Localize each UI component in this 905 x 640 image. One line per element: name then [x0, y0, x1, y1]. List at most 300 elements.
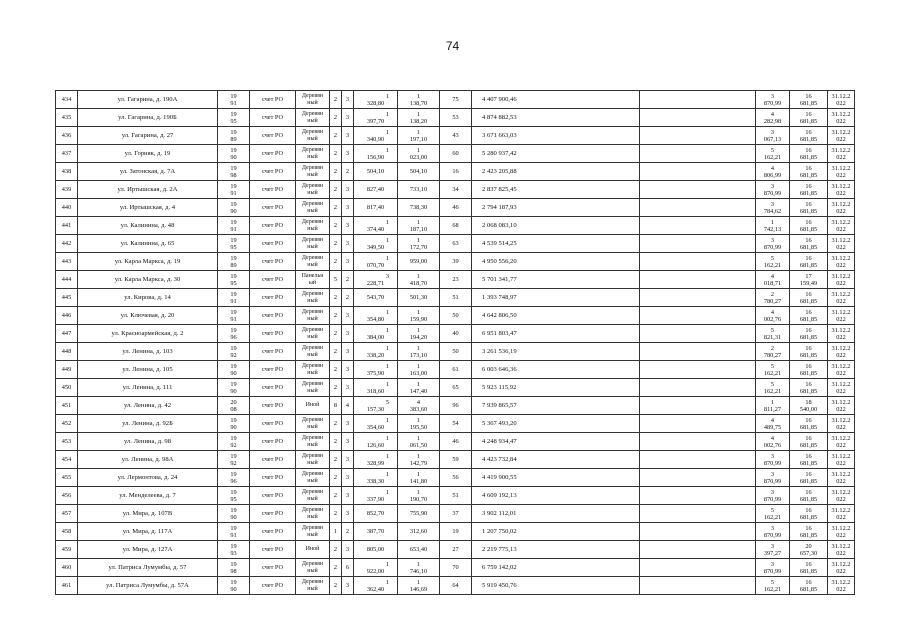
dt-top: 31.12.2 [831, 488, 851, 496]
ty-top: Деревян [301, 381, 324, 387]
ty-bottom: ный [307, 369, 318, 376]
lim-cell [790, 145, 828, 163]
a2-bottom: 190,70 [409, 495, 428, 503]
uc-cell [756, 253, 790, 271]
uc-bottom: 018,71 [763, 279, 782, 287]
dt-top: 31.12.2 [831, 308, 851, 316]
lim-cell [790, 325, 828, 343]
entrances-cell: 3 [342, 181, 354, 199]
y-cell [218, 487, 250, 505]
uc-cell [756, 145, 790, 163]
empty-cell [640, 325, 756, 343]
dt-cell [828, 163, 855, 181]
lim-top: 16 [805, 416, 812, 424]
a1-bottom: 397,70 [366, 117, 385, 125]
a1-cell [354, 559, 398, 577]
a2-cell [398, 541, 440, 559]
dt-bottom: 022 [836, 387, 846, 395]
cost-cell: 2 068 083,10 [472, 217, 640, 235]
y-bottom: 90 [230, 423, 237, 431]
uc-bottom: 821,31 [763, 333, 782, 341]
uc-cell [756, 469, 790, 487]
dt-bottom: 022 [836, 243, 846, 251]
ty-cell [296, 415, 330, 433]
table-row [56, 325, 855, 343]
fund-method-cell: счет РО [250, 289, 296, 307]
ty-cell [296, 289, 330, 307]
ty-top: Деревян [301, 471, 324, 477]
empty-cell [640, 487, 756, 505]
ty-top: Деревян [301, 291, 324, 297]
ty-bottom: ный [307, 135, 318, 142]
ty-bottom: ный [307, 207, 318, 214]
empty-cell [640, 307, 756, 325]
uc-bottom: 870,99 [763, 189, 782, 197]
uc-top: 5 [770, 380, 775, 388]
dt-top: 31.12.2 [831, 92, 851, 100]
dt-cell [828, 397, 855, 415]
address-cell: ул. Лермонтова, д. 24 [78, 469, 218, 487]
floors-cell: 8 [330, 397, 342, 415]
lim-bottom: 657,30 [799, 549, 818, 557]
residents-cell: 56 [440, 469, 472, 487]
a1-top: 1 [385, 416, 390, 424]
ty-bottom: ный [307, 171, 318, 178]
ty-top: Панельн [301, 273, 324, 279]
ty-cell [296, 163, 330, 181]
dt-cell [828, 343, 855, 361]
table-row [56, 523, 855, 541]
lim-top: 16 [805, 344, 812, 352]
floors-cell: 2 [330, 361, 342, 379]
y-bottom: 95 [230, 243, 237, 251]
fund-method-cell: счет РО [250, 91, 296, 109]
lim-top: 16 [805, 326, 812, 334]
cost-cell: 4 419 900,55 [472, 469, 640, 487]
a2-cell [398, 253, 440, 271]
ty-top: Деревян [301, 525, 324, 531]
cost-cell: 1 393 748,97 [472, 289, 640, 307]
y-top: 19 [230, 218, 237, 226]
a2-bottom: 163,00 [409, 369, 428, 377]
y-top: 19 [230, 128, 237, 136]
address-cell: ул. Ключевая, д. 20 [78, 307, 218, 325]
cost-cell: 5 367 493,20 [472, 415, 640, 433]
dt-bottom: 022 [836, 549, 846, 557]
table-row [56, 109, 855, 127]
ty-cell [296, 127, 330, 145]
residents-cell: 46 [440, 433, 472, 451]
y-cell [218, 199, 250, 217]
ty-bottom: ный [307, 495, 318, 502]
row-number: 450 [56, 379, 78, 397]
a1-top: 1 [385, 308, 390, 316]
ty-top: Деревян [301, 363, 324, 369]
table-row [56, 127, 855, 145]
ty-bottom: ный [307, 225, 318, 232]
y-bottom: 96 [230, 333, 237, 341]
residents-cell: 96 [440, 397, 472, 415]
uc-top: 3 [770, 92, 775, 100]
dt-bottom: 022 [836, 531, 846, 539]
uc-cell [756, 343, 790, 361]
a1-top: 1 [385, 92, 390, 100]
a2-cell [398, 127, 440, 145]
entrances-cell: 3 [342, 343, 354, 361]
a2-top: 1 [416, 236, 421, 244]
y-top: 19 [230, 92, 237, 100]
dt-bottom: 022 [836, 423, 846, 431]
fund-method-cell: счет РО [250, 487, 296, 505]
a2-cell [398, 325, 440, 343]
lim-bottom: 681,85 [799, 243, 818, 251]
ty-top: Деревян [301, 255, 324, 261]
uc-bottom: 870,99 [763, 477, 782, 485]
a2-top: 1 [416, 560, 421, 568]
address-cell: ул. Гагарина, д. 27 [78, 127, 218, 145]
uc-top: 3 [770, 488, 775, 496]
floors-cell: 2 [330, 217, 342, 235]
a1-cell [354, 451, 398, 469]
dt-bottom: 022 [836, 477, 846, 485]
fund-method-cell: счет РО [250, 523, 296, 541]
uc-top: 5 [770, 254, 775, 262]
uc-bottom: 282,98 [763, 117, 782, 125]
uc-cell [756, 577, 790, 595]
address-cell: ул. Гагарина, д. 190Б [78, 109, 218, 127]
address-cell: ул. Иртышская, д. 4 [78, 199, 218, 217]
a1-top: 1 [385, 254, 390, 262]
lim-top: 16 [805, 362, 812, 370]
lim-bottom: 681,85 [799, 333, 818, 341]
a2-bottom: 733,10 [409, 186, 428, 193]
address-cell: ул. Ленина, д. 98А [78, 451, 218, 469]
uc-top: 3 [770, 560, 775, 568]
ty-bottom: ный [307, 261, 318, 268]
a1-bottom: 126,60 [366, 441, 385, 449]
entrances-cell: 3 [342, 253, 354, 271]
a2-cell [398, 415, 440, 433]
y-bottom: 91 [230, 99, 237, 107]
ty-cell [296, 487, 330, 505]
ty-cell [296, 379, 330, 397]
ty-bottom: ный [307, 387, 318, 394]
uc-cell [756, 325, 790, 343]
a1-top: 1 [385, 380, 390, 388]
dt-bottom: 022 [836, 189, 846, 197]
a1-bottom: 318,60 [366, 387, 385, 395]
uc-top: 2 [770, 344, 775, 352]
entrances-cell: 3 [342, 361, 354, 379]
ty-cell [296, 451, 330, 469]
table-body [56, 91, 855, 595]
a1-top: 1 [385, 470, 390, 478]
dt-top: 31.12.2 [831, 470, 851, 478]
uc-top: 5 [770, 146, 775, 154]
row-number: 461 [56, 577, 78, 595]
lim-cell [790, 235, 828, 253]
empty-cell [640, 199, 756, 217]
lim-cell [790, 469, 828, 487]
lim-bottom: 540,00 [799, 405, 818, 413]
lim-bottom: 681,85 [799, 441, 818, 449]
a1-top: 1 [385, 452, 390, 460]
uc-top: 5 [770, 578, 775, 586]
a1-bottom: 156,90 [366, 153, 385, 161]
y-bottom: 89 [230, 135, 237, 143]
a1-bottom: 387,70 [366, 528, 385, 535]
a2-bottom: 653,40 [409, 546, 428, 553]
a1-cell [354, 343, 398, 361]
floors-cell: 2 [330, 415, 342, 433]
lim-cell [790, 163, 828, 181]
dt-bottom: 022 [836, 297, 846, 305]
empty-cell [640, 289, 756, 307]
address-cell: ул. Ленина, д. 103 [78, 343, 218, 361]
table-row [56, 379, 855, 397]
y-cell [218, 109, 250, 127]
ty-cell [296, 91, 330, 109]
lim-bottom: 681,85 [799, 117, 818, 125]
dt-top: 31.12.2 [831, 290, 851, 298]
cost-cell: 2 837 825,45 [472, 181, 640, 199]
empty-cell [640, 577, 756, 595]
a1-cell [354, 469, 398, 487]
residents-cell: 50 [440, 307, 472, 325]
a1-cell [354, 127, 398, 145]
dt-bottom: 022 [836, 207, 846, 215]
uc-top: 4 [770, 308, 775, 316]
a1-bottom: 328,80 [366, 99, 385, 107]
ty-cell [296, 235, 330, 253]
y-bottom: 93 [230, 549, 237, 557]
row-number: 452 [56, 415, 78, 433]
y-bottom: 95 [230, 117, 237, 125]
lim-bottom: 681,85 [799, 225, 818, 233]
row-number: 458 [56, 523, 78, 541]
lim-cell [790, 271, 828, 289]
y-bottom: 91 [230, 531, 237, 539]
ty-top: Деревян [301, 435, 324, 441]
y-cell [218, 181, 250, 199]
y-cell [218, 91, 250, 109]
ty-bottom: ый [308, 279, 317, 286]
floors-cell: 2 [330, 235, 342, 253]
a2-bottom: 172,70 [409, 243, 428, 251]
a2-cell [398, 397, 440, 415]
table-row [56, 343, 855, 361]
floors-cell: 2 [330, 199, 342, 217]
ty-bottom: ный [307, 315, 318, 322]
address-cell: ул. Карла Маркса, д. 19 [78, 253, 218, 271]
a1-bottom: 805,00 [366, 546, 385, 553]
uc-cell [756, 487, 790, 505]
uc-top: 3 [770, 182, 775, 190]
uc-cell [756, 559, 790, 577]
uc-top: 4 [770, 416, 775, 424]
lim-cell [790, 559, 828, 577]
residents-cell: 70 [440, 559, 472, 577]
uc-top: 5 [770, 362, 775, 370]
uc-bottom: 002,76 [763, 315, 782, 323]
dt-cell [828, 541, 855, 559]
floors-cell: 5 [330, 271, 342, 289]
fund-method-cell: счет РО [250, 433, 296, 451]
uc-cell [756, 379, 790, 397]
dt-cell [828, 307, 855, 325]
entrances-cell: 2 [342, 523, 354, 541]
table-row [56, 577, 855, 595]
dt-cell [828, 523, 855, 541]
ty-cell [296, 469, 330, 487]
cost-cell: 3 261 536,19 [472, 343, 640, 361]
entrances-cell: 3 [342, 451, 354, 469]
y-bottom: 91 [230, 189, 237, 197]
empty-cell [640, 109, 756, 127]
a1-cell [354, 289, 398, 307]
a1-cell [354, 415, 398, 433]
a2-top: 1 [416, 362, 421, 370]
lim-top: 16 [805, 254, 812, 262]
lim-cell [790, 289, 828, 307]
lim-cell [790, 361, 828, 379]
uc-top: 3 [770, 236, 775, 244]
lim-top: 16 [805, 560, 812, 568]
dt-bottom: 022 [836, 99, 846, 107]
residents-cell: 64 [440, 577, 472, 595]
dt-cell [828, 235, 855, 253]
floors-cell: 2 [330, 163, 342, 181]
lim-top: 16 [805, 164, 812, 172]
a2-cell [398, 181, 440, 199]
cost-cell: 5 919 450,76 [472, 577, 640, 595]
y-bottom: 95 [230, 279, 237, 287]
a2-bottom: 746,10 [409, 567, 428, 575]
a1-cell [354, 397, 398, 415]
dt-top: 31.12.2 [831, 398, 851, 406]
fund-method-cell: счет РО [250, 109, 296, 127]
y-cell [218, 271, 250, 289]
y-bottom: 90 [230, 513, 237, 521]
residents-cell: 16 [440, 163, 472, 181]
uc-top: 3 [770, 470, 775, 478]
table-row [56, 361, 855, 379]
y-bottom: 90 [230, 585, 237, 593]
entrances-cell: 3 [342, 505, 354, 523]
dt-cell [828, 109, 855, 127]
lim-top: 16 [805, 452, 812, 460]
a2-cell [398, 523, 440, 541]
dt-cell [828, 91, 855, 109]
ty-cell [296, 559, 330, 577]
floors-cell: 2 [330, 433, 342, 451]
floors-cell: 2 [330, 325, 342, 343]
empty-cell [640, 361, 756, 379]
ty-bottom: ный [307, 585, 318, 592]
uc-cell [756, 109, 790, 127]
lim-cell [790, 451, 828, 469]
a2-bottom: 187,10 [409, 225, 428, 233]
uc-bottom: 870,99 [763, 459, 782, 467]
y-cell [218, 523, 250, 541]
floors-cell: 2 [330, 289, 342, 307]
a2-cell [398, 163, 440, 181]
a2-cell [398, 577, 440, 595]
a2-bottom: 501,30 [409, 294, 428, 301]
a1-cell [354, 433, 398, 451]
y-cell [218, 451, 250, 469]
dt-cell [828, 253, 855, 271]
uc-top: 4 [770, 434, 775, 442]
a2-bottom: 959,00 [409, 258, 428, 265]
a1-top: 1 [385, 236, 390, 244]
empty-cell [640, 505, 756, 523]
y-top: 19 [230, 452, 237, 460]
lim-top: 16 [805, 470, 812, 478]
dt-top: 31.12.2 [831, 326, 851, 334]
a1-top: 1 [385, 560, 390, 568]
dt-top: 31.12.2 [831, 272, 851, 280]
y-top: 19 [230, 362, 237, 370]
row-number: 449 [56, 361, 78, 379]
uc-bottom: 162,21 [763, 513, 782, 521]
y-cell [218, 361, 250, 379]
a1-bottom: 338,30 [366, 477, 385, 485]
row-number: 457 [56, 505, 78, 523]
a2-bottom: 383,60 [409, 405, 428, 413]
a2-bottom: 312,60 [409, 528, 428, 535]
lim-top: 18 [805, 398, 812, 406]
y-bottom: 91 [230, 315, 237, 323]
a1-cell [354, 325, 398, 343]
a2-top: 1 [416, 452, 421, 460]
fund-method-cell: счет РО [250, 325, 296, 343]
a2-cell [398, 505, 440, 523]
lim-bottom: 681,85 [799, 513, 818, 521]
a2-bottom: 418,70 [409, 279, 428, 287]
cost-cell: 4 874 882,53 [472, 109, 640, 127]
cost-cell: 5 701 341,77 [472, 271, 640, 289]
a2-bottom: 738,30 [409, 204, 428, 211]
ty-cell [296, 523, 330, 541]
a2-bottom: 138,70 [409, 99, 428, 107]
y-cell [218, 415, 250, 433]
dt-cell [828, 217, 855, 235]
a1-bottom: 374,40 [366, 225, 385, 233]
fund-method-cell: счет РО [250, 271, 296, 289]
a2-cell [398, 307, 440, 325]
ty-bottom: ный [307, 99, 318, 106]
lim-bottom: 681,85 [799, 477, 818, 485]
a1-bottom: 543,70 [366, 294, 385, 301]
empty-cell [640, 163, 756, 181]
table-row [56, 181, 855, 199]
ty-top: Деревян [301, 453, 324, 459]
uc-top: 4 [770, 164, 775, 172]
uc-cell [756, 271, 790, 289]
fund-method-cell: счет РО [250, 235, 296, 253]
empty-cell [640, 523, 756, 541]
a1-cell [354, 541, 398, 559]
a2-top: 1 [416, 488, 421, 496]
residents-cell: 53 [440, 109, 472, 127]
uc-bottom: 162,21 [763, 585, 782, 593]
dt-top: 31.12.2 [831, 362, 851, 370]
uc-top: 1 [770, 398, 775, 406]
ty-cell [296, 361, 330, 379]
floors-cell: 2 [330, 343, 342, 361]
a1-top: 1 [385, 128, 390, 136]
